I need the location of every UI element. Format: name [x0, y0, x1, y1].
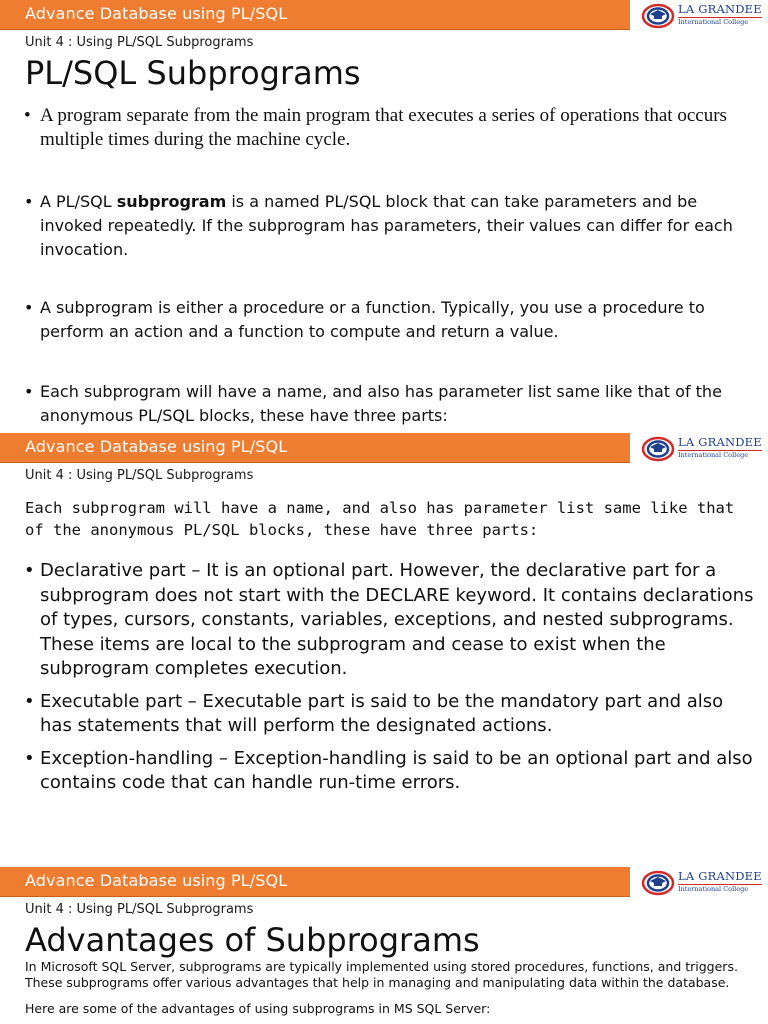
logo-subtitle: International College: [678, 884, 749, 893]
bullet-text: A program separate from the main program that executes a series of operations that occurs multiple times during the machine cycle.: [40, 105, 727, 150]
header-bar: [0, 867, 630, 897]
bullet-text: Each subprogram will have a name, and also has parameter list same like that of the anonymous PL/SQL blocks, these have three parts:: [40, 382, 722, 425]
course-title: Advance Database using PL/SQL: [25, 437, 288, 456]
bullet-item: [24, 690, 754, 739]
bullet-text: Executable part – Executable part is said to be the mandatory part and also has statements that will perform the designated actions.: [40, 690, 724, 736]
logo-emblem-icon: [641, 3, 675, 29]
slide-title: Advantages of Subprograms: [25, 921, 480, 959]
logo-name: LA GRANDEE: [678, 869, 762, 883]
bullet-item: [24, 747, 754, 796]
logo-name: LA GRANDEE: [678, 2, 762, 16]
bullet-item: [24, 190, 744, 296]
course-title: Advance Database using PL/SQL: [25, 4, 288, 23]
unit-label: Unit 4 : Using PL/SQL Subprograms: [25, 468, 254, 483]
slide-2: [0, 433, 768, 847]
course-title: Advance Database using PL/SQL: [25, 871, 288, 890]
bullet-text: Exception-handling – Exception-handling is said to be an optional part and also contains code that can handle run-time errors.: [40, 747, 753, 793]
slide-title: PL/SQL Subprograms: [25, 54, 361, 92]
bullet-item: [24, 380, 744, 428]
logo-emblem-icon: [641, 436, 675, 462]
logo-subtitle: International College: [678, 17, 749, 26]
bullet-text-post: is a named PL/SQL block that can take parameters and be invoked repeatedly. If the subprogram has parameters, their values can differ for each invocation.: [40, 192, 733, 259]
intro-text: Each subprogram will have a name, and also has parameter list same like that of the anonymous PL/SQL blocks, these have three parts:: [25, 499, 735, 539]
bullet-text: A subprogram is either a procedure or a function. Typically, you use a procedure to perform an action and a function to compute and return a value.: [40, 298, 705, 341]
college-logo: [641, 436, 763, 462]
college-logo: [641, 3, 763, 29]
bullet-item: [24, 559, 754, 682]
slide-3: [0, 867, 768, 1024]
bullet-text-bold: subprogram: [116, 192, 227, 211]
bullet-item: [24, 104, 744, 190]
header-bar: [0, 433, 630, 463]
bullet-text: Declarative part – It is an optional part. However, the declarative part for a subprogram does not start with the DECLARE keyword. It contains declarations of types, cursors, constants, variables, exceptions, and nested subprograms. These items are local to the subprogram and cease to exist when the subprogram completes execution.: [40, 560, 754, 679]
college-logo: [641, 870, 763, 896]
header-bar: [0, 0, 630, 30]
unit-label: Unit 4 : Using PL/SQL Subprograms: [25, 35, 254, 50]
logo-subtitle: International College: [678, 450, 749, 459]
bullet-list: [24, 559, 754, 796]
intro-paragraph: In Microsoft SQL Server, subprograms are typically implemented using stored procedures, functions, and triggers. These subprograms offer various advantages that help in managing and manipulating data within the database.: [25, 959, 738, 990]
bullet-item: [24, 296, 744, 380]
bullet-list: [24, 104, 744, 428]
intro-paragraph: Here are some of the advantages of using subprograms in MS SQL Server:: [25, 1001, 491, 1016]
logo-name: LA GRANDEE: [678, 435, 762, 449]
slide-1: [0, 0, 768, 432]
logo-emblem-icon: [641, 870, 675, 896]
unit-label: Unit 4 : Using PL/SQL Subprograms: [25, 902, 254, 917]
bullet-text-pre: A PL/SQL: [40, 192, 117, 211]
